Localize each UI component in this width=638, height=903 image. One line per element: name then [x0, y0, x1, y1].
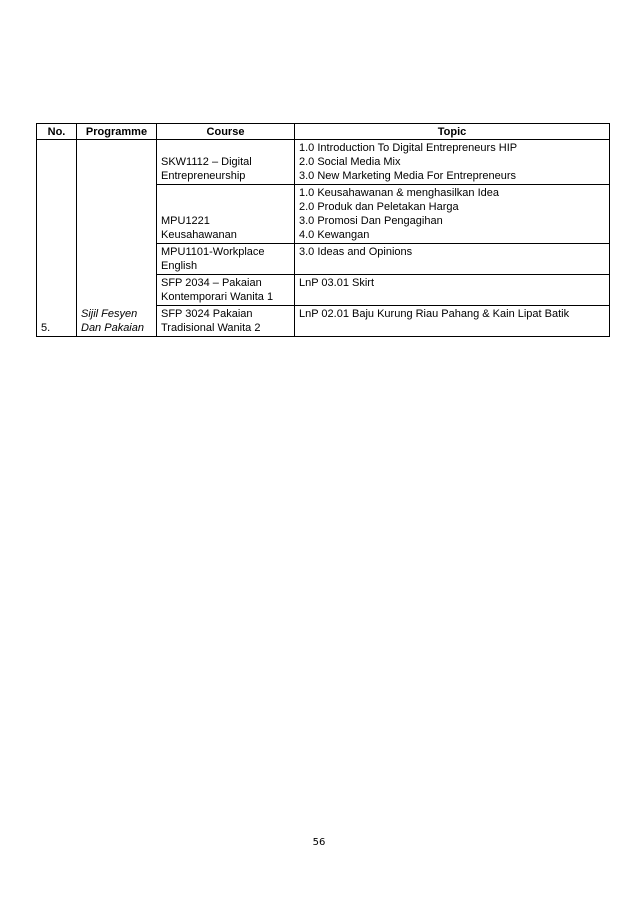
topic-line: 3.0 New Marketing Media For Entrepreneurs: [299, 170, 517, 182]
topic-line: 1.0 Keusahawanan & menghasilkan Idea: [299, 187, 499, 199]
course-line: SKW1112 – Digital: [161, 156, 252, 168]
course-line: MPU1221: [161, 215, 210, 227]
topic-line: 3.0 Ideas and Opinions: [299, 246, 413, 258]
topic-cell: [295, 306, 610, 337]
course-line: Tradisional Wanita 2: [161, 322, 261, 334]
topic-cell: [295, 244, 610, 275]
table-header-row: [37, 124, 610, 140]
topic-cell: [295, 140, 610, 185]
programme-cell: [77, 140, 157, 337]
programme-line: Sijil Fesyen: [81, 308, 138, 320]
programme-line: Dan Pakaian: [81, 322, 144, 334]
topic-line: LnP 03.01 Skirt: [299, 277, 375, 289]
topic-line: 1.0 Introduction To Digital Entrepreneurs HIP: [299, 142, 518, 154]
course-line: English: [161, 260, 198, 272]
course-line: Keusahawanan: [161, 229, 237, 241]
header-no: No.: [37, 124, 77, 140]
page-number: 56: [312, 837, 326, 848]
course-line: SFP 2034 – Pakaian: [161, 277, 262, 289]
header-topic: Topic: [295, 124, 610, 140]
table-row: [37, 140, 610, 185]
course-cell: [157, 185, 295, 244]
course-cell: [157, 306, 295, 337]
topic-line: 3.0 Promosi Dan Pengagihan: [299, 215, 443, 227]
topic-cell: [295, 275, 610, 306]
topic-cell: [295, 185, 610, 244]
course-cell: [157, 140, 295, 185]
topic-line: LnP 02.01 Baju Kurung Riau Pahang & Kain Lipat Batik: [299, 308, 570, 320]
header-programme: Programme: [77, 124, 157, 140]
course-table: [36, 123, 610, 337]
topic-line: 4.0 Kewangan: [299, 229, 370, 241]
header-course: Course: [157, 124, 295, 140]
course-line: Kontemporari Wanita 1: [161, 291, 274, 303]
course-cell: [157, 244, 295, 275]
course-line: Entrepreneurship: [161, 170, 246, 182]
course-line: SFP 3024 Pakaian: [161, 308, 253, 320]
row-number: 5.: [37, 140, 77, 337]
topic-line: 2.0 Social Media Mix: [299, 156, 401, 168]
course-line: MPU1101-Workplace: [161, 246, 265, 258]
course-cell: [157, 275, 295, 306]
topic-line: 2.0 Produk dan Peletakan Harga: [299, 201, 459, 213]
